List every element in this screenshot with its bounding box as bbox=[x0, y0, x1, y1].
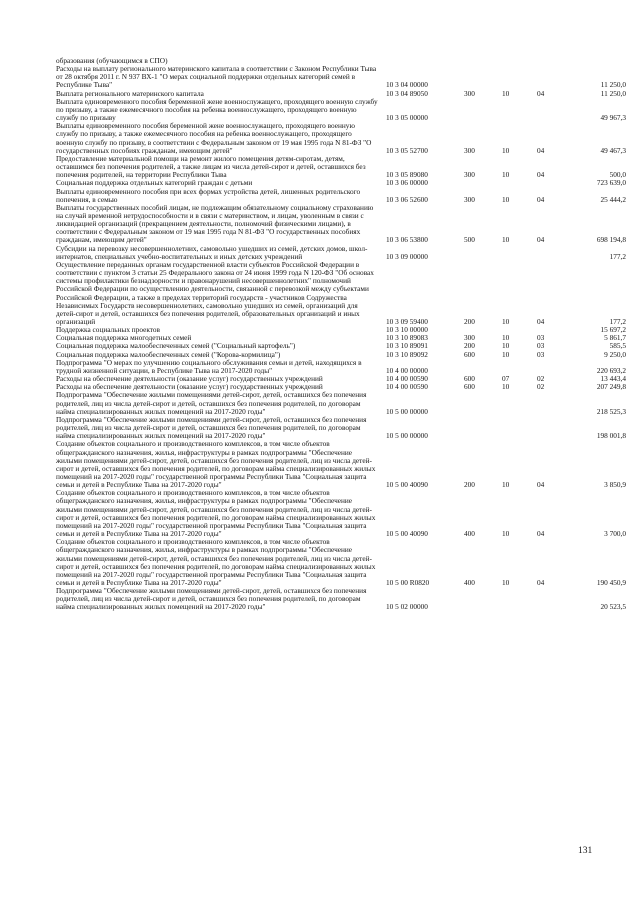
table-row bbox=[56, 122, 626, 155]
amount: 5 861,7 bbox=[604, 333, 626, 343]
expense-type: 300 bbox=[464, 194, 475, 204]
target-article-code: 10 4 00 00590 bbox=[386, 382, 428, 392]
amount: 11 250,0 bbox=[600, 80, 626, 90]
table-row bbox=[56, 98, 626, 122]
target-article-code: 10 3 10 89091 bbox=[386, 341, 428, 351]
subsection-code: 03 bbox=[537, 341, 545, 351]
section-code: 10 bbox=[502, 88, 510, 98]
amount: 20 523,5 bbox=[600, 602, 626, 612]
target-article-code: 10 3 09 59400 bbox=[386, 317, 428, 326]
target-article-code: 10 5 00 00000 bbox=[386, 406, 428, 416]
row-description: Выплаты единовременного пособия беременной жене военнослужащего, проходящего военную службу по призыву, а также ежемесячного пособия на ребенка военнослужащего, проходящего военную службу по призыву, в соответствии с Федеральным законом от 19 мая 1995 года N 81-ФЗ "О государственных пособиях гражданам, имеющим детей" bbox=[56, 121, 372, 155]
target-article-code: 10 5 00 40090 bbox=[386, 529, 428, 539]
amount: 207 249,8 bbox=[596, 382, 626, 392]
subsection-code: 04 bbox=[537, 170, 545, 180]
row-description: образования (обучающимся в СПО) bbox=[56, 56, 168, 65]
expense-type: 600 bbox=[464, 374, 475, 384]
row-description: Расходы на обеспечение деятельности (оказание услуг) государственных учреждений bbox=[56, 382, 323, 392]
section-code: 10 bbox=[502, 382, 510, 392]
table-row bbox=[56, 489, 626, 538]
amount: 198 001,8 bbox=[596, 431, 626, 441]
subsection-code: 03 bbox=[537, 349, 545, 359]
target-article-code: 10 3 10 89083 bbox=[386, 333, 428, 343]
target-article-code: 10 3 05 00000 bbox=[386, 113, 428, 123]
section-code: 10 bbox=[502, 578, 510, 587]
target-article-code: 10 3 06 52600 bbox=[386, 194, 428, 204]
row-description: Создание объектов социального и производственного комплексов, в том числе объектов общегражданского назначения, жилья, инфраструктуры в рамках подпрограммы "Обеспечение жилыми помещениями детей-сирот, детей, оставшихся без попечения родителей, лиц из числа детей-сирот и детей, оставшихся без попечения родителей, по договорам найма специализированных жилых помещений на 2017-2020 годы" государственной программы Республики Тыва "Социальная защита семьи и детей в Республике Тыва на 2017-2020 годы" bbox=[56, 439, 376, 490]
table-row bbox=[56, 391, 626, 415]
amount: 3 850,9 bbox=[604, 480, 626, 490]
section-code: 10 bbox=[502, 333, 510, 343]
row-description: Создание объектов социального и производственного комплексов, в том числе объектов общегражданского назначения, жилья, инфраструктуры в рамках подпрограммы "Обеспечение жилыми помещениями детей-сирот, детей, оставшихся без попечения родителей, лиц из числа детей-сирот и детей, оставшихся без попечения родителей, по договорам найма специализированных жилых помещений на 2017-2020 годы" государственной программы Республики Тыва "Социальная защита семьи и детей в Республике Тыва на 2017-2020 годы" bbox=[56, 488, 376, 539]
amount: 220 693,2 bbox=[596, 365, 626, 375]
expense-type: 300 bbox=[464, 145, 475, 155]
row-description: Расходы на выплату регионального материнского капитала в соответствии с Законом Республики Тыва от 28 октября 2011 г. N 937 ВХ-1 "О мерах социальной поддержки отдельных категорий семей в Республике Тыва" bbox=[56, 64, 377, 90]
table-row bbox=[56, 155, 626, 179]
target-article-code: 10 4 00 00000 bbox=[386, 365, 428, 375]
target-article-code: 10 5 02 00000 bbox=[386, 602, 428, 612]
table-row bbox=[56, 245, 626, 261]
subsection-code: 04 bbox=[537, 145, 545, 155]
row-description: Создание объектов социального и производственного комплексов, в том числе объектов общегражданского назначения, жилья, инфраструктуры в рамках подпрограммы "Обеспечение жилыми помещениями детей-сирот, детей, оставшихся без попечения родителей, лиц из числа детей-сирот и детей, оставшихся без попечения родителей, по договорам найма специализированных жилых помещений на 2017-2020 годы" государственной программы Республики Тыва "Социальная защита семьи и детей в Республике Тыва на 2017-2020 годы" bbox=[56, 537, 376, 587]
amount: 698 194,8 bbox=[596, 235, 626, 245]
section-code: 10 bbox=[502, 170, 510, 180]
expense-type: 400 bbox=[464, 578, 475, 587]
section-code: 10 bbox=[502, 317, 510, 326]
subsection-code: 04 bbox=[537, 88, 545, 98]
section-code: 10 bbox=[502, 341, 510, 351]
table-row bbox=[56, 359, 626, 375]
table-row bbox=[56, 416, 626, 440]
row-description: Выплата единовременного пособия беременной жене военнослужащего, проходящего военную службу по призыву, а также ежемесячного пособия на ребенка военнослужащего, проходящего военную службу по призыву bbox=[56, 96, 378, 123]
target-article-code: 10 5 00 R0820 bbox=[386, 578, 430, 587]
row-description: Субсидии на перевозку несовершеннолетних, самовольно ушедших из семей, детских домов, школ-интернатов, специальных учебно-воспитательных и иных детских учреждений bbox=[56, 243, 368, 261]
amount: 3 700,0 bbox=[604, 529, 626, 539]
expense-type: 500 bbox=[464, 235, 475, 245]
amount: 177,2 bbox=[609, 251, 626, 261]
expense-type: 200 bbox=[464, 317, 475, 326]
amount: 9 250,0 bbox=[604, 349, 626, 359]
row-description: Выплаты единовременного пособия при всех формах устройства детей, лишенных родительского попечения, в семью bbox=[56, 186, 361, 204]
target-article-code: 10 3 10 89092 bbox=[386, 349, 428, 359]
amount: 177,2 bbox=[609, 317, 626, 326]
subsection-code: 04 bbox=[537, 235, 545, 245]
expense-type: 300 bbox=[464, 333, 475, 343]
row-description: Выплаты государственных пособий лицам, не подлежащим обязательному социальному страхованию на случай временной нетрудоспособности и в связи с материнством, и лицам, уволенным в связи с ликвидацией организаций (прекращением деятельности, полномочий физическими лицами), в соответствии с Федеральным законом от 19 мая 1995 года N 81-ФЗ "О государственных пособиях гражданам, имеющим детей" bbox=[56, 202, 374, 245]
row-description: Расходы на обеспечение деятельности (оказание услуг) государственных учреждений bbox=[56, 374, 323, 384]
section-code: 10 bbox=[502, 194, 510, 204]
section-code: 07 bbox=[502, 374, 510, 384]
row-description: Поддержка социальных проектов bbox=[56, 325, 160, 335]
budget-table bbox=[56, 57, 626, 612]
table-row bbox=[56, 261, 626, 326]
expense-type: 600 bbox=[464, 349, 475, 359]
table-row bbox=[56, 440, 626, 489]
target-article-code: 10 3 09 00000 bbox=[386, 251, 428, 261]
section-code: 10 bbox=[502, 480, 510, 490]
target-article-code: 10 4 00 00590 bbox=[386, 374, 428, 384]
amount: 11 250,0 bbox=[600, 88, 626, 98]
table-row bbox=[56, 65, 626, 89]
amount: 500,0 bbox=[609, 170, 626, 180]
amount: 13 443,4 bbox=[600, 374, 626, 384]
amount: 49 467,3 bbox=[600, 145, 626, 155]
subsection-code: 02 bbox=[537, 374, 545, 384]
subsection-code: 04 bbox=[537, 480, 545, 490]
amount: 585,5 bbox=[609, 341, 626, 351]
target-article-code: 10 3 06 00000 bbox=[386, 178, 428, 188]
target-article-code: 10 3 04 00000 bbox=[386, 80, 428, 90]
subsection-code: 03 bbox=[537, 333, 545, 343]
section-code: 10 bbox=[502, 235, 510, 245]
expense-type: 200 bbox=[464, 480, 475, 490]
page-number: 131 bbox=[578, 846, 593, 856]
target-article-code: 10 5 00 00000 bbox=[386, 431, 428, 441]
table-row bbox=[56, 538, 626, 587]
section-code: 10 bbox=[502, 529, 510, 539]
row-description: Подпрограмма "Обеспечение жилыми помещениями детей-сирот, детей, оставшихся без попечения родителей, лиц из числа детей-сирот и детей, оставшихся без попечения родителей, по договорам найма специализированных жилых помещений на 2017-2020 годы" bbox=[56, 414, 367, 441]
target-article-code: 10 5 00 40090 bbox=[386, 480, 428, 490]
target-article-code: 10 3 04 89050 bbox=[386, 88, 428, 98]
table-row bbox=[56, 587, 626, 611]
target-article-code: 10 3 05 89080 bbox=[386, 170, 428, 180]
amount: 49 967,3 bbox=[600, 113, 626, 123]
row-description: Подпрограмма "Обеспечение жилыми помещениями детей-сирот, детей, оставшихся без попечения родителей, лиц из числа детей-сирот и детей, оставшихся без попечения родителей, по договорам найма специализированных жилых помещений на 2017-2020 годы" bbox=[56, 390, 367, 416]
table-row bbox=[56, 188, 626, 204]
row-description: Социальная поддержка отдельных категорий граждан с детьми bbox=[56, 178, 253, 188]
amount: 25 444,2 bbox=[600, 194, 626, 204]
subsection-code: 02 bbox=[537, 382, 545, 392]
row-description: Подпрограмма "О мерах по улучшению социального обслуживания семьи и детей, находящихся в трудной жизненной ситуации, в Республике Тыва на 2017-2020 годы" bbox=[56, 357, 362, 375]
target-article-code: 10 3 10 00000 bbox=[386, 325, 428, 335]
subsection-code: 04 bbox=[537, 529, 545, 539]
table-row bbox=[56, 204, 626, 245]
row-description: Социальная поддержка малообеспеченных семей ("Социальный картофель") bbox=[56, 341, 296, 351]
target-article-code: 10 3 05 52700 bbox=[386, 145, 428, 155]
expense-type: 300 bbox=[464, 170, 475, 180]
amount: 190 450,9 bbox=[596, 578, 626, 587]
expense-type: 300 bbox=[464, 88, 475, 98]
subsection-code: 04 bbox=[537, 578, 545, 587]
subsection-code: 04 bbox=[537, 317, 545, 326]
subsection-code: 04 bbox=[537, 194, 545, 204]
expense-type: 200 bbox=[464, 341, 475, 351]
amount: 15 697,2 bbox=[600, 325, 626, 335]
row-description: Предоставление материальной помощи на ремонт жилого помещения детям-сиротам, детям, оставшимся без попечения родителей, а также лицам из числа детей-сирот и детей, оставшихся без попечения родителей, на территории Республики Тыва bbox=[56, 153, 366, 180]
row-description: Социальная поддержка многодетных семей bbox=[56, 333, 192, 343]
amount: 723 639,0 bbox=[596, 178, 626, 188]
row-description: Осуществление переданных органам государственной власти субъектов Российской Федерации в соответствии с пунктом 3 статьи 25 Федерального закона от 24 июня 1999 года N 120-ФЗ "Об основах системы профилактики безнадзорности и правонарушений несовершеннолетних" полномочий Российской Федерации по осуществлению деятельности, связанной с перевозкой между субъектами Российской Федерации, а также в пределах территорий государств - участников Содружества Независимых Государств несовершеннолетних, самовольно ушедших из семей, организаций для детей-сирот и детей, оставшихся без попечения родителей, образовательных организаций и иных организаций bbox=[56, 259, 374, 326]
section-code: 10 bbox=[502, 349, 510, 359]
expense-type: 400 bbox=[464, 529, 475, 539]
section-code: 10 bbox=[502, 145, 510, 155]
target-article-code: 10 3 06 53800 bbox=[386, 235, 428, 245]
expense-type: 600 bbox=[464, 382, 475, 392]
amount: 218 525,3 bbox=[596, 406, 626, 416]
row-description: Выплата регионального материнского капитала bbox=[56, 88, 204, 98]
row-description: Социальная поддержка малообеспеченных семей ("Корова-кормилица") bbox=[56, 349, 281, 359]
row-description: Подпрограмма "Обеспечение жилыми помещениями детей-сирот, детей, оставшихся без попечения родителей, лиц из числа детей-сирот и детей, оставшихся без попечения родителей, по договорам найма специализированных жилых помещений на 2017-2020 годы" bbox=[56, 586, 367, 612]
